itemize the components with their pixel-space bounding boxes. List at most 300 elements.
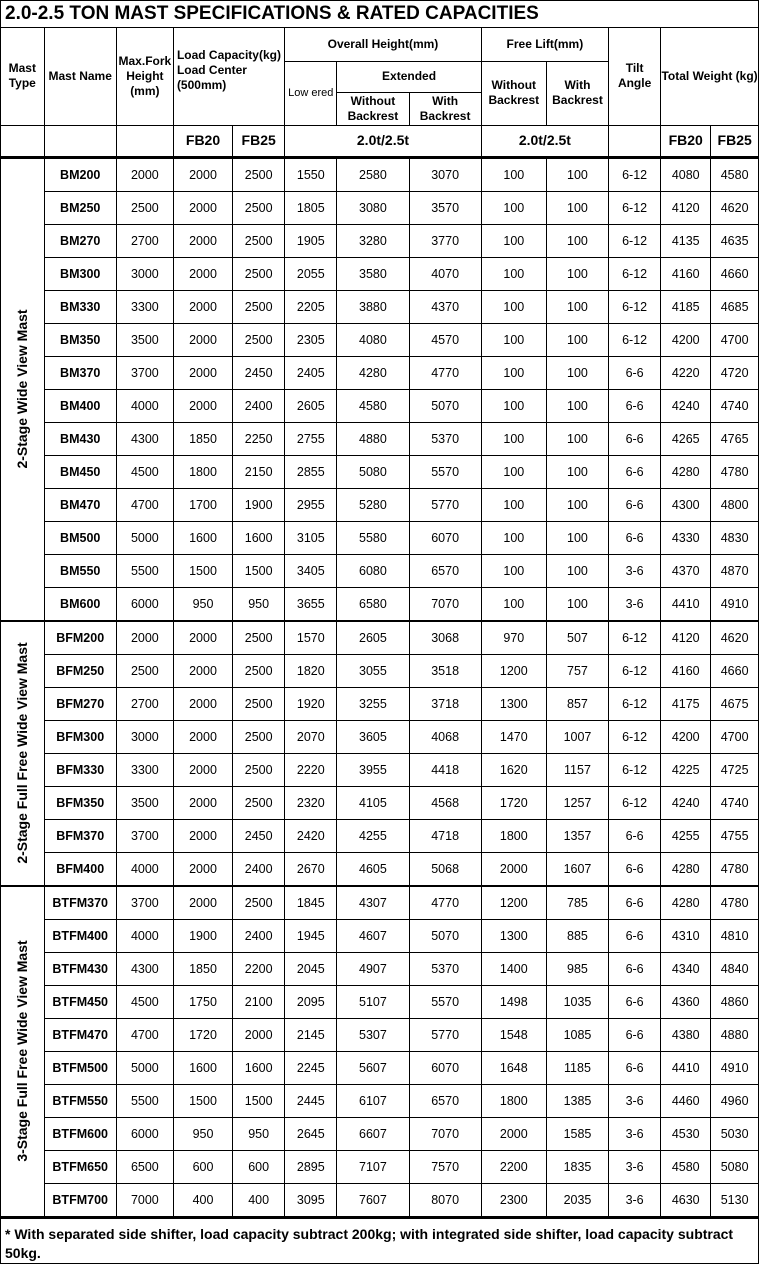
cell-mast-name: BM400 [44,389,116,422]
cell-height-ext-without-backrest: 6080 [337,554,409,587]
cell-capacity-fb25: 2450 [233,819,285,852]
header-free-lift-capacity: 2.0t/2.5t [481,125,608,156]
cell-max-fork-height: 4000 [116,919,173,952]
cell-weight-fb20: 4120 [661,621,711,655]
table-row [1,852,758,886]
cell-weight-fb25: 4755 [711,819,758,852]
cell-weight-fb25: 4620 [711,621,758,655]
cell-mast-name: BTFM450 [44,985,116,1018]
header-extended-with-backrest: With Backrest [409,92,481,125]
table-row [1,1183,758,1216]
cell-weight-fb20: 4185 [661,290,711,323]
cell-height-lowered: 2955 [285,488,337,521]
cell-mast-name: BM600 [44,587,116,621]
header-blank [116,125,173,156]
cell-free-lift-without-backrest: 1400 [481,952,546,985]
cell-capacity-fb20: 1700 [173,488,232,521]
cell-mast-name: BFM370 [44,819,116,852]
cell-max-fork-height: 4300 [116,952,173,985]
cell-tilt-angle: 3-6 [609,587,661,621]
cell-height-ext-with-backrest: 7570 [409,1150,481,1183]
cell-free-lift-without-backrest: 1800 [481,1084,546,1117]
cell-tilt-angle: 3-6 [609,1084,661,1117]
cell-mast-name: BM350 [44,323,116,356]
cell-height-lowered: 1820 [285,654,337,687]
cell-height-lowered: 2305 [285,323,337,356]
cell-weight-fb25: 4635 [711,224,758,257]
cell-capacity-fb20: 2000 [173,290,232,323]
cell-height-lowered: 2645 [285,1117,337,1150]
cell-height-lowered: 2605 [285,389,337,422]
cell-capacity-fb25: 1900 [233,488,285,521]
cell-tilt-angle: 6-6 [609,1018,661,1051]
cell-weight-fb25: 4725 [711,753,758,786]
table-row [1,985,758,1018]
cell-height-ext-without-backrest: 4605 [337,852,409,886]
cell-mast-name: BTFM400 [44,919,116,952]
cell-weight-fb20: 4240 [661,786,711,819]
cell-height-ext-without-backrest: 3080 [337,191,409,224]
cell-height-ext-without-backrest: 3955 [337,753,409,786]
cell-max-fork-height: 2700 [116,687,173,720]
cell-free-lift-with-backrest: 100 [546,587,608,621]
table-row [1,488,758,521]
cell-capacity-fb25: 2400 [233,919,285,952]
cell-free-lift-with-backrest: 1007 [546,720,608,753]
cell-height-lowered: 1945 [285,919,337,952]
cell-weight-fb25: 4685 [711,290,758,323]
cell-height-ext-with-backrest: 5370 [409,952,481,985]
cell-tilt-angle: 6-12 [609,191,661,224]
cell-mast-name: BFM400 [44,852,116,886]
cell-free-lift-without-backrest: 1800 [481,819,546,852]
cell-height-ext-without-backrest: 5580 [337,521,409,554]
cell-weight-fb20: 4225 [661,753,711,786]
cell-capacity-fb25: 2400 [233,852,285,886]
cell-mast-name: BM200 [44,158,116,192]
mast-type-label [1,158,44,621]
cell-max-fork-height: 4700 [116,488,173,521]
table-row [1,720,758,753]
cell-weight-fb25: 4620 [711,191,758,224]
cell-height-ext-without-backrest: 5607 [337,1051,409,1084]
cell-weight-fb25: 4580 [711,158,758,192]
cell-capacity-fb20: 2000 [173,786,232,819]
cell-capacity-fb20: 950 [173,587,232,621]
cell-height-ext-without-backrest: 3055 [337,654,409,687]
cell-weight-fb20: 4175 [661,687,711,720]
cell-height-lowered: 2045 [285,952,337,985]
cell-mast-name: BFM250 [44,654,116,687]
cell-free-lift-with-backrest: 100 [546,257,608,290]
cell-free-lift-without-backrest: 2000 [481,1117,546,1150]
cell-capacity-fb20: 1600 [173,1051,232,1084]
cell-free-lift-with-backrest: 1835 [546,1150,608,1183]
cell-free-lift-without-backrest: 100 [481,257,546,290]
mast-type-text: 3-Stage Full Free Wide View Mast [14,940,31,1162]
cell-mast-name: BM550 [44,554,116,587]
cell-height-ext-without-backrest: 3255 [337,687,409,720]
cell-mast-name: BTFM470 [44,1018,116,1051]
cell-height-lowered: 1570 [285,621,337,655]
cell-height-ext-with-backrest: 4070 [409,257,481,290]
cell-height-lowered: 2205 [285,290,337,323]
table-row [1,455,758,488]
header-blank [609,125,661,156]
cell-tilt-angle: 6-6 [609,389,661,422]
cell-free-lift-without-backrest: 100 [481,290,546,323]
table-row [1,786,758,819]
cell-tilt-angle: 6-6 [609,422,661,455]
cell-height-ext-without-backrest: 6607 [337,1117,409,1150]
table-row [1,290,758,323]
cell-free-lift-without-backrest: 100 [481,224,546,257]
cell-height-ext-with-backrest: 5070 [409,389,481,422]
cell-weight-fb20: 4330 [661,521,711,554]
cell-weight-fb25: 4660 [711,654,758,687]
cell-height-ext-with-backrest: 6570 [409,1084,481,1117]
cell-height-lowered: 3655 [285,587,337,621]
cell-capacity-fb25: 2500 [233,753,285,786]
cell-weight-fb20: 4360 [661,985,711,1018]
mast-group [1,886,758,1217]
cell-height-lowered: 3405 [285,554,337,587]
cell-capacity-fb20: 2000 [173,819,232,852]
cell-capacity-fb25: 2250 [233,422,285,455]
table-row [1,1018,758,1051]
cell-capacity-fb25: 1600 [233,521,285,554]
header-extended: Extended [337,61,481,92]
cell-weight-fb20: 4280 [661,886,711,920]
cell-free-lift-with-backrest: 100 [546,554,608,587]
cell-height-lowered: 2220 [285,753,337,786]
header-lowered: Low ered [285,61,337,125]
mast-type-text: 2-Stage Full Free Wide View Mast [14,642,31,864]
cell-capacity-fb20: 400 [173,1183,232,1216]
cell-height-ext-with-backrest: 5770 [409,488,481,521]
cell-weight-fb25: 4740 [711,389,758,422]
cell-max-fork-height: 4000 [116,852,173,886]
cell-tilt-angle: 6-12 [609,158,661,192]
header-free-lift-with-backrest: With Backrest [546,61,608,125]
cell-max-fork-height: 3700 [116,819,173,852]
cell-tilt-angle: 6-6 [609,521,661,554]
cell-height-lowered: 2405 [285,356,337,389]
cell-mast-name: BTFM370 [44,886,116,920]
cell-weight-fb25: 4660 [711,257,758,290]
cell-capacity-fb20: 1500 [173,554,232,587]
cell-free-lift-without-backrest: 100 [481,521,546,554]
cell-tilt-angle: 3-6 [609,1183,661,1216]
cell-capacity-fb20: 2000 [173,191,232,224]
cell-height-ext-with-backrest: 3770 [409,224,481,257]
cell-height-ext-without-backrest: 2580 [337,158,409,192]
cell-mast-name: BTFM700 [44,1183,116,1216]
cell-max-fork-height: 4700 [116,1018,173,1051]
cell-free-lift-with-backrest: 100 [546,521,608,554]
cell-height-ext-without-backrest: 3605 [337,720,409,753]
mast-type-label [1,886,44,1217]
cell-free-lift-without-backrest: 1300 [481,919,546,952]
cell-height-ext-without-backrest: 5107 [337,985,409,1018]
table-row [1,356,758,389]
cell-capacity-fb20: 1900 [173,919,232,952]
cell-weight-fb20: 4160 [661,654,711,687]
cell-mast-name: BFM350 [44,786,116,819]
cell-weight-fb20: 4080 [661,158,711,192]
cell-height-ext-with-backrest: 7070 [409,1117,481,1150]
table-row [1,919,758,952]
cell-max-fork-height: 4300 [116,422,173,455]
cell-max-fork-height: 2500 [116,191,173,224]
cell-weight-fb25: 4830 [711,521,758,554]
cell-height-ext-without-backrest: 4607 [337,919,409,952]
cell-mast-name: BTFM550 [44,1084,116,1117]
cell-weight-fb20: 4220 [661,356,711,389]
cell-free-lift-without-backrest: 100 [481,554,546,587]
cell-mast-name: BM300 [44,257,116,290]
cell-height-ext-with-backrest: 5770 [409,1018,481,1051]
cell-height-lowered: 2445 [285,1084,337,1117]
cell-weight-fb25: 4780 [711,886,758,920]
cell-weight-fb25: 5130 [711,1183,758,1216]
cell-mast-name: BM470 [44,488,116,521]
cell-max-fork-height: 5000 [116,1051,173,1084]
cell-height-ext-without-backrest: 3880 [337,290,409,323]
cell-tilt-angle: 6-6 [609,985,661,1018]
cell-mast-name: BFM300 [44,720,116,753]
cell-free-lift-with-backrest: 757 [546,654,608,687]
cell-height-ext-with-backrest: 6070 [409,521,481,554]
cell-height-ext-without-backrest: 5307 [337,1018,409,1051]
cell-tilt-angle: 6-6 [609,886,661,920]
cell-tilt-angle: 6-6 [609,919,661,952]
cell-tilt-angle: 6-6 [609,852,661,886]
cell-weight-fb20: 4265 [661,422,711,455]
cell-free-lift-without-backrest: 100 [481,158,546,192]
cell-max-fork-height: 4500 [116,985,173,1018]
cell-free-lift-with-backrest: 100 [546,422,608,455]
cell-height-lowered: 2755 [285,422,337,455]
cell-max-fork-height: 3500 [116,323,173,356]
header-load-capacity: Load Capacity(kg) Load Center (500mm) [173,28,284,125]
cell-max-fork-height: 4000 [116,389,173,422]
page-title: 2.0-2.5 TON MAST SPECIFICATIONS & RATED CAPACITIES [1,1,758,28]
cell-capacity-fb20: 1500 [173,1084,232,1117]
cell-max-fork-height: 5500 [116,554,173,587]
header-weight-fb25: FB25 [711,125,758,156]
cell-weight-fb25: 4765 [711,422,758,455]
cell-capacity-fb20: 2000 [173,356,232,389]
cell-height-ext-with-backrest: 3718 [409,687,481,720]
cell-weight-fb25: 4910 [711,1051,758,1084]
cell-capacity-fb20: 2000 [173,852,232,886]
cell-capacity-fb20: 2000 [173,158,232,192]
cell-capacity-fb20: 2000 [173,687,232,720]
cell-height-lowered: 1905 [285,224,337,257]
cell-capacity-fb25: 2100 [233,985,285,1018]
cell-free-lift-with-backrest: 1257 [546,786,608,819]
cell-free-lift-without-backrest: 2200 [481,1150,546,1183]
cell-mast-name: BFM270 [44,687,116,720]
cell-capacity-fb25: 2500 [233,224,285,257]
cell-capacity-fb25: 2200 [233,952,285,985]
cell-tilt-angle: 3-6 [609,1117,661,1150]
cell-weight-fb20: 4135 [661,224,711,257]
cell-free-lift-without-backrest: 100 [481,488,546,521]
table-row [1,1051,758,1084]
cell-height-ext-with-backrest: 5570 [409,985,481,1018]
cell-height-ext-without-backrest: 4105 [337,786,409,819]
cell-tilt-angle: 6-6 [609,819,661,852]
cell-weight-fb20: 4160 [661,257,711,290]
header-blank [44,125,116,156]
cell-height-ext-with-backrest: 4770 [409,886,481,920]
cell-height-ext-with-backrest: 5068 [409,852,481,886]
cell-weight-fb25: 4720 [711,356,758,389]
cell-weight-fb25: 4675 [711,687,758,720]
cell-height-ext-with-backrest: 4418 [409,753,481,786]
cell-tilt-angle: 6-6 [609,488,661,521]
cell-capacity-fb20: 2000 [173,621,232,655]
cell-mast-name: BM330 [44,290,116,323]
header-weight-fb20: FB20 [661,125,711,156]
cell-height-lowered: 1920 [285,687,337,720]
cell-height-ext-with-backrest: 5570 [409,455,481,488]
table-row [1,1117,758,1150]
cell-capacity-fb20: 2000 [173,257,232,290]
cell-weight-fb20: 4300 [661,488,711,521]
cell-mast-name: BM450 [44,455,116,488]
cell-height-ext-with-backrest: 4370 [409,290,481,323]
header-free-lift: Free Lift(mm) [481,28,608,61]
cell-weight-fb25: 4700 [711,720,758,753]
cell-free-lift-without-backrest: 1620 [481,753,546,786]
cell-capacity-fb20: 2000 [173,654,232,687]
cell-free-lift-without-backrest: 1470 [481,720,546,753]
cell-max-fork-height: 4500 [116,455,173,488]
cell-capacity-fb25: 2500 [233,886,285,920]
cell-weight-fb20: 4340 [661,952,711,985]
cell-capacity-fb25: 2500 [233,290,285,323]
cell-max-fork-height: 6500 [116,1150,173,1183]
cell-mast-name: BFM330 [44,753,116,786]
cell-max-fork-height: 5500 [116,1084,173,1117]
table-row [1,587,758,621]
header-total-weight: Total Weight (kg) [661,28,758,125]
cell-free-lift-with-backrest: 100 [546,488,608,521]
cell-weight-fb20: 4280 [661,455,711,488]
cell-height-ext-without-backrest: 2605 [337,621,409,655]
table-row [1,191,758,224]
cell-capacity-fb20: 950 [173,1117,232,1150]
header-max-fork-height: Max.Fork Height (mm) [116,28,173,125]
cell-free-lift-with-backrest: 1035 [546,985,608,1018]
cell-capacity-fb20: 2000 [173,753,232,786]
cell-mast-name: BM270 [44,224,116,257]
cell-max-fork-height: 2500 [116,654,173,687]
cell-free-lift-with-backrest: 100 [546,158,608,192]
cell-free-lift-with-backrest: 100 [546,224,608,257]
cell-height-lowered: 3095 [285,1183,337,1216]
cell-weight-fb20: 4460 [661,1084,711,1117]
cell-free-lift-without-backrest: 1720 [481,786,546,819]
cell-free-lift-with-backrest: 507 [546,621,608,655]
cell-free-lift-without-backrest: 2000 [481,852,546,886]
cell-weight-fb20: 4200 [661,323,711,356]
cell-weight-fb25: 4800 [711,488,758,521]
cell-capacity-fb25: 2500 [233,621,285,655]
cell-capacity-fb20: 2000 [173,720,232,753]
mast-group [1,158,758,621]
cell-weight-fb20: 4580 [661,1150,711,1183]
cell-height-lowered: 2420 [285,819,337,852]
cell-weight-fb25: 4840 [711,952,758,985]
cell-capacity-fb25: 2500 [233,654,285,687]
cell-max-fork-height: 2700 [116,224,173,257]
cell-capacity-fb25: 600 [233,1150,285,1183]
cell-weight-fb20: 4380 [661,1018,711,1051]
cell-weight-fb25: 5080 [711,1150,758,1183]
cell-weight-fb25: 4740 [711,786,758,819]
cell-mast-name: BM250 [44,191,116,224]
cell-capacity-fb25: 2400 [233,389,285,422]
cell-capacity-fb20: 2000 [173,224,232,257]
cell-free-lift-without-backrest: 100 [481,389,546,422]
cell-height-lowered: 3105 [285,521,337,554]
cell-capacity-fb25: 400 [233,1183,285,1216]
cell-free-lift-with-backrest: 100 [546,191,608,224]
mast-group [1,621,758,886]
cell-free-lift-with-backrest: 857 [546,687,608,720]
mast-type-text: 2-Stage Wide View Mast [14,309,31,469]
cell-height-ext-without-backrest: 3280 [337,224,409,257]
cell-tilt-angle: 6-6 [609,356,661,389]
cell-weight-fb25: 4810 [711,919,758,952]
cell-free-lift-without-backrest: 1648 [481,1051,546,1084]
cell-height-ext-without-backrest: 5080 [337,455,409,488]
cell-height-ext-without-backrest: 7107 [337,1150,409,1183]
cell-height-ext-with-backrest: 7070 [409,587,481,621]
cell-capacity-fb25: 2500 [233,786,285,819]
cell-height-lowered: 2145 [285,1018,337,1051]
cell-mast-name: BFM200 [44,621,116,655]
cell-max-fork-height: 5000 [116,521,173,554]
cell-free-lift-with-backrest: 100 [546,290,608,323]
cell-free-lift-with-backrest: 1357 [546,819,608,852]
cell-height-ext-with-backrest: 4718 [409,819,481,852]
cell-tilt-angle: 6-6 [609,1051,661,1084]
cell-tilt-angle: 6-12 [609,687,661,720]
cell-free-lift-with-backrest: 1157 [546,753,608,786]
table-row [1,753,758,786]
cell-weight-fb20: 4530 [661,1117,711,1150]
cell-free-lift-without-backrest: 100 [481,422,546,455]
header-mast-name: Mast Name [44,28,116,125]
cell-capacity-fb25: 2000 [233,1018,285,1051]
cell-capacity-fb25: 2500 [233,158,285,192]
cell-tilt-angle: 6-12 [609,257,661,290]
cell-free-lift-without-backrest: 1498 [481,985,546,1018]
header-overall-height-capacity: 2.0t/2.5t [285,125,482,156]
cell-max-fork-height: 3300 [116,753,173,786]
table-row [1,422,758,455]
cell-free-lift-with-backrest: 100 [546,455,608,488]
cell-capacity-fb25: 2500 [233,323,285,356]
cell-height-lowered: 1805 [285,191,337,224]
cell-mast-name: BTFM600 [44,1117,116,1150]
cell-capacity-fb25: 2500 [233,687,285,720]
